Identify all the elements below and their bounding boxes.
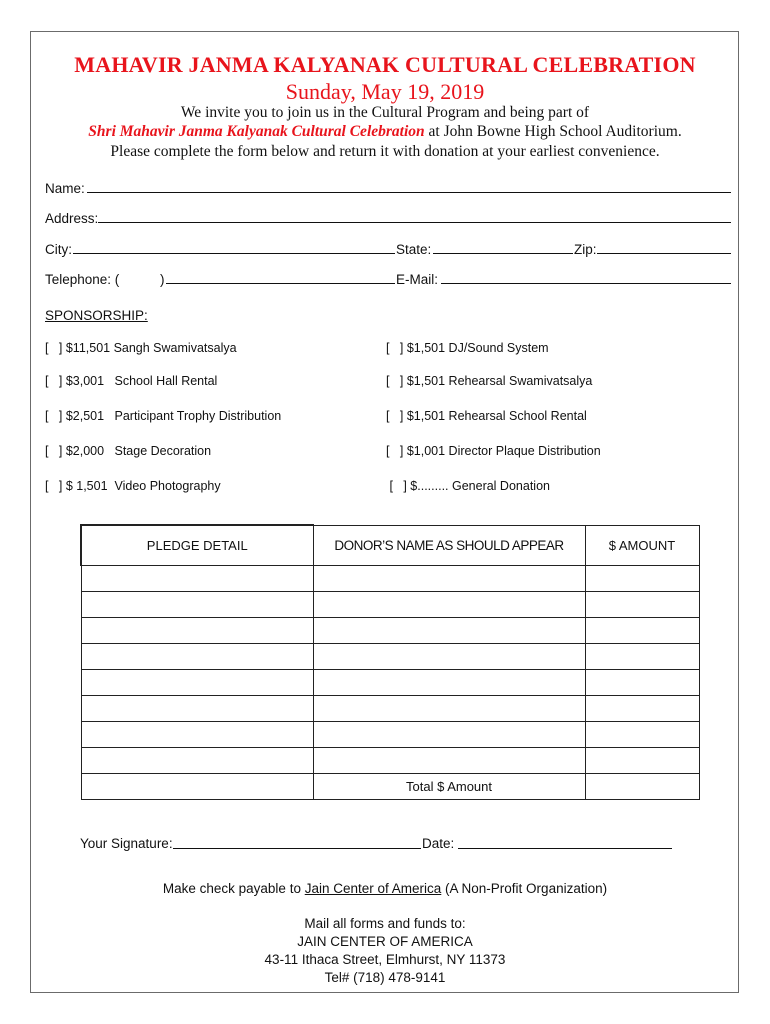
sponsorship-option[interactable]: [ ] $3,001 School Hall Rental (45, 374, 218, 388)
total-amount-cell[interactable] (585, 774, 699, 800)
total-row (81, 774, 699, 800)
signature-label: Your Signature: (80, 836, 173, 851)
amount-cell[interactable] (585, 696, 699, 722)
name-field[interactable] (87, 192, 731, 193)
intro-line-3: Please complete the form below and return it with donation at your earliest convenience. (110, 143, 660, 160)
sponsorship-option[interactable]: [ ] $2,000 Stage Decoration (45, 444, 212, 458)
event-name: Shri Mahavir Janma Kalyanak Cultural Celebration (88, 123, 425, 140)
pledge-detail-cell[interactable] (81, 748, 313, 774)
sponsorship-option[interactable]: [ ] $......... General Donation (386, 479, 550, 493)
org-address: 43-11 Ithaca Street, Elmhurst, NY 11373 (264, 952, 506, 967)
pledge-detail-cell[interactable] (81, 644, 313, 670)
payable-prefix: Make check payable to (162, 881, 305, 896)
amount-cell[interactable] (585, 618, 699, 644)
sponsorship-option[interactable]: [ ] $1,501 DJ/Sound System (386, 341, 549, 355)
donor-name-cell[interactable] (313, 748, 585, 774)
amount-cell[interactable] (585, 644, 699, 670)
sponsorship-option[interactable]: [ ] $1,501 Rehearsal School Rental (386, 409, 587, 423)
form-title: MAHAVIR JANMA KALYANAK CULTURAL CELEBRATION (74, 52, 696, 77)
donor-name-cell[interactable] (313, 618, 585, 644)
address-field[interactable] (98, 222, 731, 223)
pledge-detail-cell[interactable] (81, 566, 313, 592)
city-field[interactable] (73, 253, 395, 254)
amount-cell[interactable] (585, 566, 699, 592)
email-field[interactable] (441, 283, 731, 284)
table-row (81, 618, 699, 644)
name-label: Name: (45, 181, 85, 196)
donor-name-cell[interactable] (313, 670, 585, 696)
total-spacer-cell (81, 774, 313, 800)
pledge-detail-cell[interactable] (81, 722, 313, 748)
table-row (81, 566, 699, 592)
pledge-detail-header: PLEDGE DETAIL (81, 525, 313, 566)
table-row (81, 748, 699, 774)
telephone-field[interactable] (166, 283, 395, 284)
telephone-close-paren: ) (160, 272, 165, 287)
donor-name-cell[interactable] (313, 592, 585, 618)
payable-line (0, 880, 770, 898)
event-date: Sunday, May 19, 2019 (285, 79, 485, 104)
org-name: JAIN CENTER OF AMERICA (297, 934, 473, 949)
pledge-detail-cell[interactable] (81, 592, 313, 618)
amount-cell[interactable] (585, 592, 699, 618)
donor-name-cell[interactable] (313, 722, 585, 748)
amount-cell[interactable] (585, 748, 699, 774)
table-header-row (81, 525, 699, 566)
donor-name-cell[interactable] (313, 696, 585, 722)
table-row (81, 696, 699, 722)
date-label: Date: (422, 836, 455, 851)
address-label: Address: (45, 211, 99, 226)
zip-field[interactable] (597, 253, 731, 254)
mail-instructions: Mail all forms and funds to: (304, 916, 466, 931)
sponsorship-option[interactable]: [ ] $11,501 Sangh Swamivatsalya (45, 341, 237, 355)
intro-line-1: We invite you to join us in the Cultural Program and being part of (180, 104, 590, 121)
sponsorship-option[interactable]: [ ] $2,501 Participant Trophy Distribution (45, 409, 282, 423)
total-amount-label: Total $ Amount (313, 774, 585, 800)
donor-name-header: DONOR’S NAME AS SHOULD APPEAR (313, 525, 585, 566)
sponsorship-heading: SPONSORSHIP: (45, 308, 148, 323)
pledge-detail-cell[interactable] (81, 618, 313, 644)
org-phone: Tel# (718) 478-9141 (324, 970, 446, 985)
donor-name-cell[interactable] (313, 644, 585, 670)
table-row (81, 722, 699, 748)
sponsorship-option[interactable]: [ ] $1,001 Director Plaque Distribution (386, 444, 601, 458)
city-label: City: (45, 242, 72, 257)
donor-name-cell[interactable] (313, 566, 585, 592)
email-label: E-Mail: (396, 272, 439, 287)
pledge-detail-cell[interactable] (81, 696, 313, 722)
amount-header: $ AMOUNT (585, 525, 699, 566)
state-label: State: (396, 242, 432, 257)
pledge-detail-cell[interactable] (81, 670, 313, 696)
sponsorship-option[interactable]: [ ] $ 1,501 Video Photography (45, 479, 221, 493)
telephone-area-code-field[interactable] (126, 283, 160, 284)
state-field[interactable] (433, 253, 573, 254)
intro-line-2 (0, 122, 770, 142)
table-row (81, 644, 699, 670)
table-row (81, 670, 699, 696)
payee-name: Jain Center of America (304, 881, 442, 896)
zip-label: Zip: (574, 242, 597, 257)
date-field[interactable] (458, 848, 672, 849)
sponsorship-option[interactable]: [ ] $1,501 Rehearsal Swamivatsalya (386, 374, 593, 388)
telephone-label: Telephone: ( (45, 272, 120, 287)
amount-cell[interactable] (585, 722, 699, 748)
table-row (81, 592, 699, 618)
payable-suffix: (A Non-Profit Organization) (441, 881, 608, 896)
signature-field[interactable] (173, 848, 421, 849)
venue-text: at John Bowne High School Auditorium. (424, 123, 682, 140)
amount-cell[interactable] (585, 670, 699, 696)
pledge-table (80, 524, 700, 800)
